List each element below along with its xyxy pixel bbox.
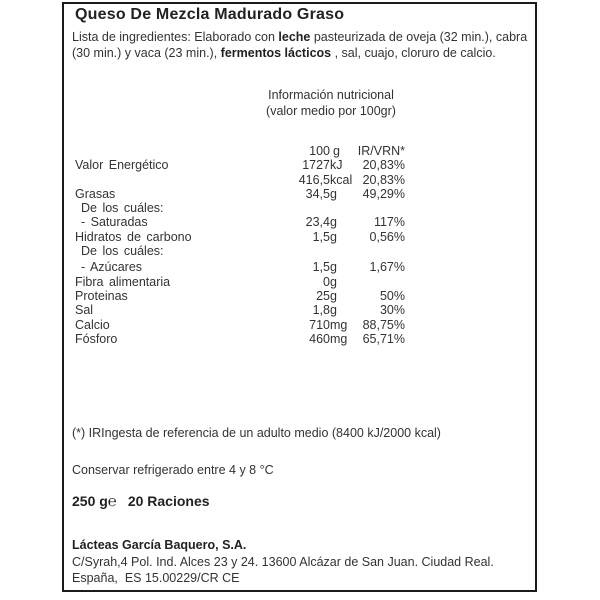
nutrition-table (64, 144, 409, 346)
ingredient-emphasis: fermentos lácticos (220, 46, 332, 60)
row-amount-value: 416,5 (298, 172, 330, 187)
net-quantity-line (72, 493, 210, 510)
row-percent: 49,29% (362, 186, 405, 201)
ingredient-emphasis: leche (278, 30, 311, 44)
header-amount-value: 100 (309, 144, 330, 158)
manufacturer-name: Lácteas García Baquero, S.A. (72, 538, 247, 552)
row-percent: 0,56% (369, 229, 405, 244)
storage-instructions: Conservar refrigerado entre 4 y 8 °C (72, 463, 274, 477)
nutrition-row (64, 201, 409, 215)
estimated-sign: ℮ (107, 493, 117, 510)
nutrition-row (64, 173, 409, 187)
nutrition-row (64, 230, 409, 244)
product-label (62, 2, 537, 592)
header-amount-unit: g (333, 144, 340, 158)
row-amount-value: 1,8 (312, 303, 330, 318)
nutrition-row (64, 187, 409, 201)
row-amount-unit: g (330, 288, 337, 303)
row-percent: 20,83% (362, 172, 405, 187)
row-label: Grasas (75, 186, 116, 201)
row-amount-unit: g (330, 303, 337, 318)
product-title: Queso De Mezcla Madurado Graso (75, 6, 345, 23)
row-label: Hidratos de carbono (75, 229, 192, 244)
row-amount-value: 1,5 (312, 229, 330, 244)
row-label: - Saturadas (81, 215, 148, 230)
row-amount-value: 23,4 (305, 215, 330, 230)
servings-count: 20 Raciones (127, 493, 210, 509)
nutrition-table-header (64, 144, 409, 158)
row-amount-value: 460 (309, 331, 330, 346)
row-amount-unit: g (330, 215, 337, 230)
row-amount-value: 25 (316, 288, 330, 303)
nutrition-row (64, 289, 409, 303)
row-label: Proteinas (75, 288, 128, 303)
ingredient-segment: Lista de ingredientes: Elaborado con (72, 30, 279, 44)
row-amount-value: 34,5 (305, 186, 330, 201)
row-amount-unit: kcal (330, 172, 353, 187)
row-amount-value: 1727 (302, 158, 330, 173)
nutrition-row (64, 275, 409, 289)
row-amount-unit: kJ (330, 158, 343, 173)
reference-intake-footnote: (*) IRIngesta de referencia de un adulto medio (8400 kJ/2000 kcal) (72, 426, 441, 440)
manufacturer-address: C/Syrah,4 Pol. Ind. Alces 23 y 24. 13600 Alcázar de San Juan. Ciudad Real. (72, 554, 494, 569)
manufacturer-block (72, 537, 534, 587)
row-label: De los cuáles: (81, 244, 164, 259)
nutrition-row (64, 332, 409, 346)
nutrition-row (64, 215, 409, 229)
row-amount-value: 0 (323, 274, 330, 289)
row-percent: 20,83% (362, 158, 405, 173)
header-percent-column: IR/VRN* (357, 144, 405, 158)
row-amount-unit: mg (330, 317, 348, 332)
row-percent: 50% (379, 288, 405, 303)
nutrition-row (64, 318, 409, 332)
row-amount-value: 710 (309, 317, 330, 332)
row-amount-value: 1,5 (312, 260, 330, 275)
nutrition-row (64, 303, 409, 317)
row-amount-unit: g (330, 229, 337, 244)
row-percent: 30% (379, 303, 405, 318)
row-amount-unit: g (330, 274, 337, 289)
row-percent: 65,71% (362, 331, 405, 346)
row-label: Sal (75, 303, 94, 318)
nutrition-row (64, 244, 409, 258)
nutrition-heading (196, 87, 466, 119)
ingredient-segment: , sal, cuajo, cloruro de calcio. (331, 46, 496, 60)
row-amount-unit: g (330, 260, 337, 275)
nutrition-table-rows (64, 158, 409, 346)
nutrition-heading-line2: (valor medio por 100gr) (266, 104, 396, 118)
row-amount-unit: g (330, 186, 337, 201)
row-label: De los cuáles: (81, 201, 164, 216)
row-label: Fósforo (75, 331, 118, 346)
nutrition-row (64, 260, 409, 274)
row-label: Valor Energético (75, 158, 169, 173)
row-label: - Azúcares (81, 260, 143, 275)
nutrition-heading-line1: Información nutricional (268, 88, 394, 102)
net-weight: 250 g (72, 493, 108, 509)
row-percent: 117% (373, 215, 405, 230)
ingredients-text (72, 29, 532, 61)
row-amount-unit: mg (330, 331, 348, 346)
nutrition-row (64, 158, 409, 172)
row-label: Fibra alimentaria (75, 274, 171, 289)
row-label: Calcio (75, 317, 110, 332)
row-percent: 1,67% (369, 260, 405, 275)
manufacturer-country-registration: España, ES 15.00229/CR CE (72, 571, 240, 585)
row-percent: 88,75% (362, 317, 405, 332)
ingredient-segment: pasteurizada de oveja (32 min.), cabra (30 min.) y vaca (23 min.), (72, 30, 528, 60)
